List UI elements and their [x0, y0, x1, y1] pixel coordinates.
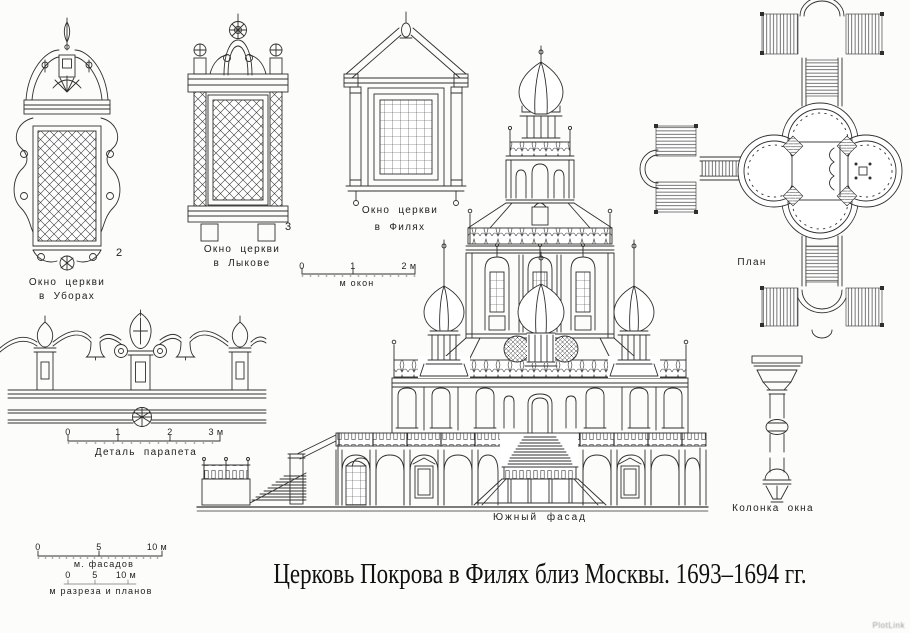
- facades-scale-tick-0: 0: [35, 542, 41, 552]
- parapet-scale-tick-1: 1: [115, 427, 121, 437]
- scale-bar-sections: [64, 580, 136, 584]
- watermark: PlotLink: [872, 621, 905, 630]
- window-fili-drawing: [344, 12, 468, 206]
- scale-bar-windows: [302, 268, 415, 276]
- window-fili-label-line2: в Филях: [374, 222, 426, 233]
- facades-scale-caption: м. фасадов: [73, 559, 135, 569]
- figure-number-2: 2: [116, 247, 123, 259]
- window-fili-label: [362, 202, 438, 236]
- window-ubory-drawing: [14, 18, 123, 270]
- plate-title: Церковь Покрова в Филях близ Москвы. 1693–1694 гг.: [273, 559, 807, 590]
- sections-scale-tick-2: 10 м: [115, 570, 137, 580]
- facades-scale-tick-1: 5: [96, 542, 102, 552]
- scale-bar-parapet: [68, 435, 220, 443]
- window-lykovo-label: [204, 243, 280, 271]
- window-ubory-label-line1: Окно церкви: [28, 277, 106, 288]
- sections-scale-caption: м разреза и планов: [49, 586, 153, 596]
- windows-scale-tick-2: 2 м: [401, 261, 417, 271]
- parapet-scale-tick-2: 2: [167, 427, 173, 437]
- scale-bar-facades: [38, 551, 162, 558]
- window-lykovo-label-line2: в Лыкове: [213, 258, 271, 269]
- plan-drawing: [640, 0, 902, 338]
- windows-scale-caption: м окон: [339, 278, 375, 288]
- parapet-scale-tick-3: 3 м: [208, 427, 224, 437]
- parapet-label: Деталь парапета: [94, 447, 198, 458]
- figure-number-3: 3: [285, 221, 292, 233]
- column-label: Колонка окна: [732, 503, 814, 514]
- column-drawing: [752, 356, 802, 502]
- windows-scale-tick-0: 0: [299, 261, 305, 271]
- window-ubory-label: [29, 276, 105, 304]
- window-fili-label-line1: Окно церкви: [361, 205, 439, 216]
- window-lykovo-label-line1: Окно церкви: [203, 244, 281, 255]
- parapet-drawing: [0, 310, 266, 427]
- window-lykovo-drawing: [188, 14, 288, 241]
- sections-scale-tick-0: 0: [65, 570, 71, 580]
- window-ubory-label-line2: в Уборах: [38, 291, 96, 302]
- parapet-scale-tick-0: 0: [65, 427, 71, 437]
- windows-scale-tick-1: 1: [350, 261, 356, 271]
- facade-label: Южный фасад: [492, 512, 588, 523]
- plan-label: План: [737, 257, 767, 268]
- facades-scale-tick-2: 10 м: [146, 542, 168, 552]
- sections-scale-tick-1: 5: [92, 570, 98, 580]
